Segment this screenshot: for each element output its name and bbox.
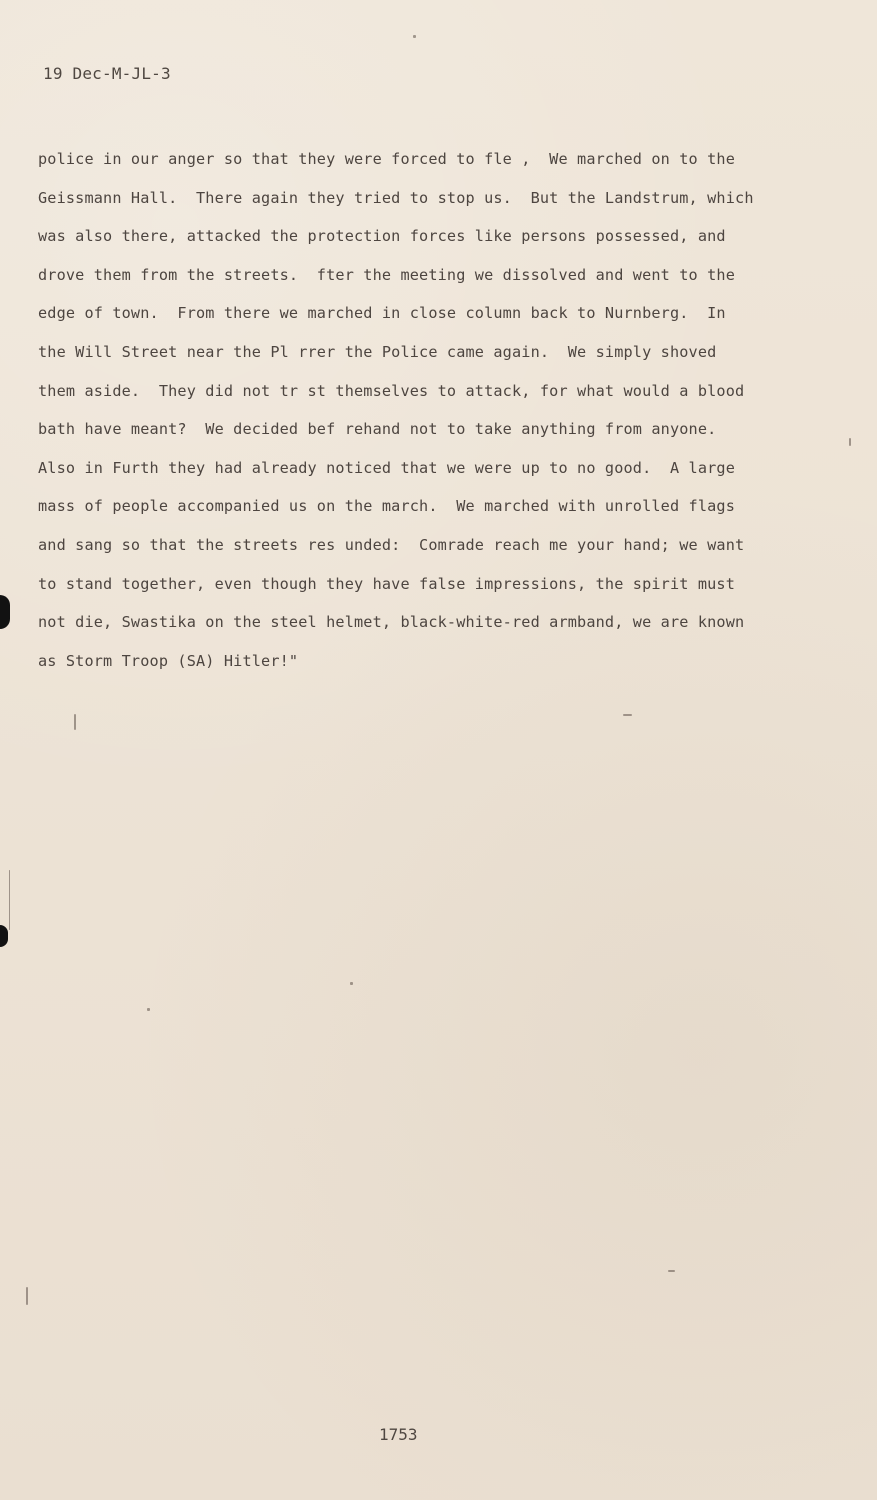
text-line: was also there, attacked the protection forces like persons possessed, and (38, 227, 726, 246)
text-line: and sang so that the streets res unded: Comrade reach me your hand; we want (38, 535, 745, 554)
binder-hole-mark (0, 595, 10, 629)
text-line: them aside. They did not tr st themselves to attack, for what would a blood (38, 381, 745, 400)
text-line: Also in Furth they had already noticed that we were up to no good. A large (38, 458, 736, 477)
text-line: Geissmann Hall. There again they tried to stop us. But the Landstrum, which (38, 188, 754, 207)
paper-fiber (350, 982, 353, 985)
paper-fiber (9, 870, 10, 930)
text-line: bath have meant? We decided bef rehand not to take anything from anyone. (38, 420, 717, 439)
paper-fiber (623, 714, 632, 716)
text-line: to stand together, even though they have false impressions, the spirit must (38, 574, 736, 593)
paper-fiber (849, 438, 851, 446)
paper-fiber (413, 35, 416, 38)
page-id-label: 19 Dec-M-JL-3 (43, 64, 171, 83)
paper-fiber (74, 714, 76, 730)
document-body (38, 140, 828, 680)
paper-fiber (668, 1270, 675, 1272)
text-line: edge of town. From there we marched in close column back to Nurnberg. In (38, 304, 726, 323)
text-line: mass of people accompanied us on the march. We marched with unrolled flags (38, 497, 736, 516)
text-line: police in our anger so that they were forced to fle , We marched on to the (38, 150, 736, 168)
page-number: 1753 (379, 1425, 418, 1444)
text-line: the Will Street near the Pl rrer the Police came again. We simply shoved (38, 342, 717, 361)
text-line: not die, Swastika on the steel helmet, black-white-red armband, we are known (38, 613, 745, 632)
paper-fiber (26, 1287, 28, 1305)
binder-hole-mark (0, 925, 8, 947)
paper-fiber (147, 1008, 150, 1011)
text-line: as Storm Troop (SA) Hitler!" (38, 651, 299, 670)
text-line: drove them from the streets. fter the meeting we dissolved and went to the (38, 265, 736, 284)
